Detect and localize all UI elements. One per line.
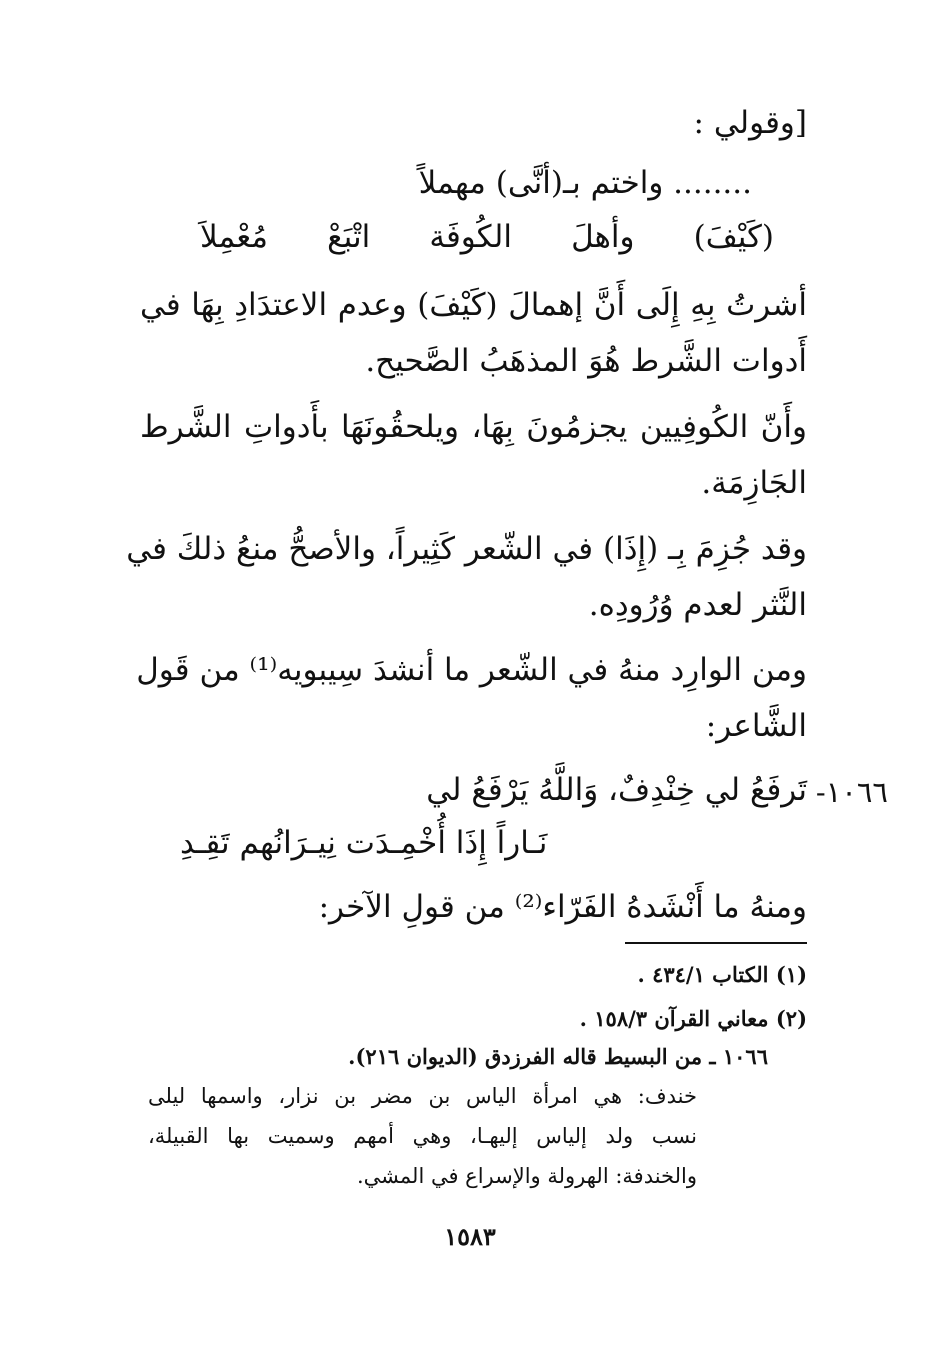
paragraph-3-line-2: النَّثر لعدم وُرُودِه.	[588, 587, 807, 623]
footnote-1: (١) الكتاب ٤٣٤/١ .	[637, 962, 807, 987]
footnote-2: (٢) معاني القرآن ١٥٨/٣ .	[579, 1006, 807, 1031]
verse-line-2: نَـاراً إِذَا أُخْمِـدَت نِيـرَانُهم تَقِـدِ	[180, 825, 548, 861]
page-number: ١٥٨٣	[444, 1222, 496, 1251]
footnote-4-line-1: خندف: هي امرأة الياس بن مضر بن نزار، واسمها ليلى	[148, 1084, 697, 1108]
paragraph-1-line-1: أشرتُ بِهِ إِلَى أَنَّ إهمالَ (كَيْفَ) وعدم الاعتدَادِ بِهَا في	[140, 287, 807, 323]
paragraph-5-line-1: ومنهُ ما أَنْشَدهُ الفَرّاء⁽²⁾ من قولِ الآخر:	[318, 889, 807, 925]
footnote-3: ١٠٦٦ ـ من البسيط قاله الفرزدق (الديوان ٢١٦).	[348, 1044, 768, 1069]
footnote-divider	[625, 942, 807, 944]
paragraph-2-line-1: وأَنّ الكُوفِيين يجزمُونَ بِهَا، ويلحقُونَهَا بأَدواتِ الشَّرط	[140, 409, 807, 445]
paragraph-3-line-1: وقد جُزِمَ بِـ (إِذَا) في الشّعر كَثِيراً، والأصحُّ منعُ ذلكَ في	[126, 531, 807, 567]
bracket-header: [وقولي :	[693, 105, 807, 141]
poem-line-2: (كَيْفَ) وأهلَ الكُوفَة اتْبَعْ مُعْمِلاَ	[200, 219, 774, 255]
paragraph-2-line-2: الجَازِمَة.	[701, 465, 807, 501]
paragraph-1-line-2: أَدوات الشَّرط هُوَ المذهَبُ الصَّحيح.	[365, 343, 807, 379]
verse-line-1: تَرفَعُ لي خِنْدِفٌ، وَاللَّهُ يَرْفَعُ لي	[426, 772, 807, 808]
footnote-4-line-2: نسب ولد إلياس إليهـا، وهي أمهم وسميت بها القبيلة،	[148, 1124, 697, 1148]
paragraph-4-line-1: ومن الوارِد منهُ في الشّعر ما أنشدَ سِيبويه⁽¹⁾ من قَول	[136, 652, 807, 688]
poem-line-1: ........ واختم بـ(أنَّى) مهملاً	[418, 165, 752, 201]
paragraph-4-line-2: الشَّاعر:	[705, 708, 807, 744]
verse-number: ١٠٦٦-	[815, 775, 888, 809]
footnote-4-line-3: والخندفة: الهرولة والإسراع في المشي.	[357, 1164, 697, 1188]
